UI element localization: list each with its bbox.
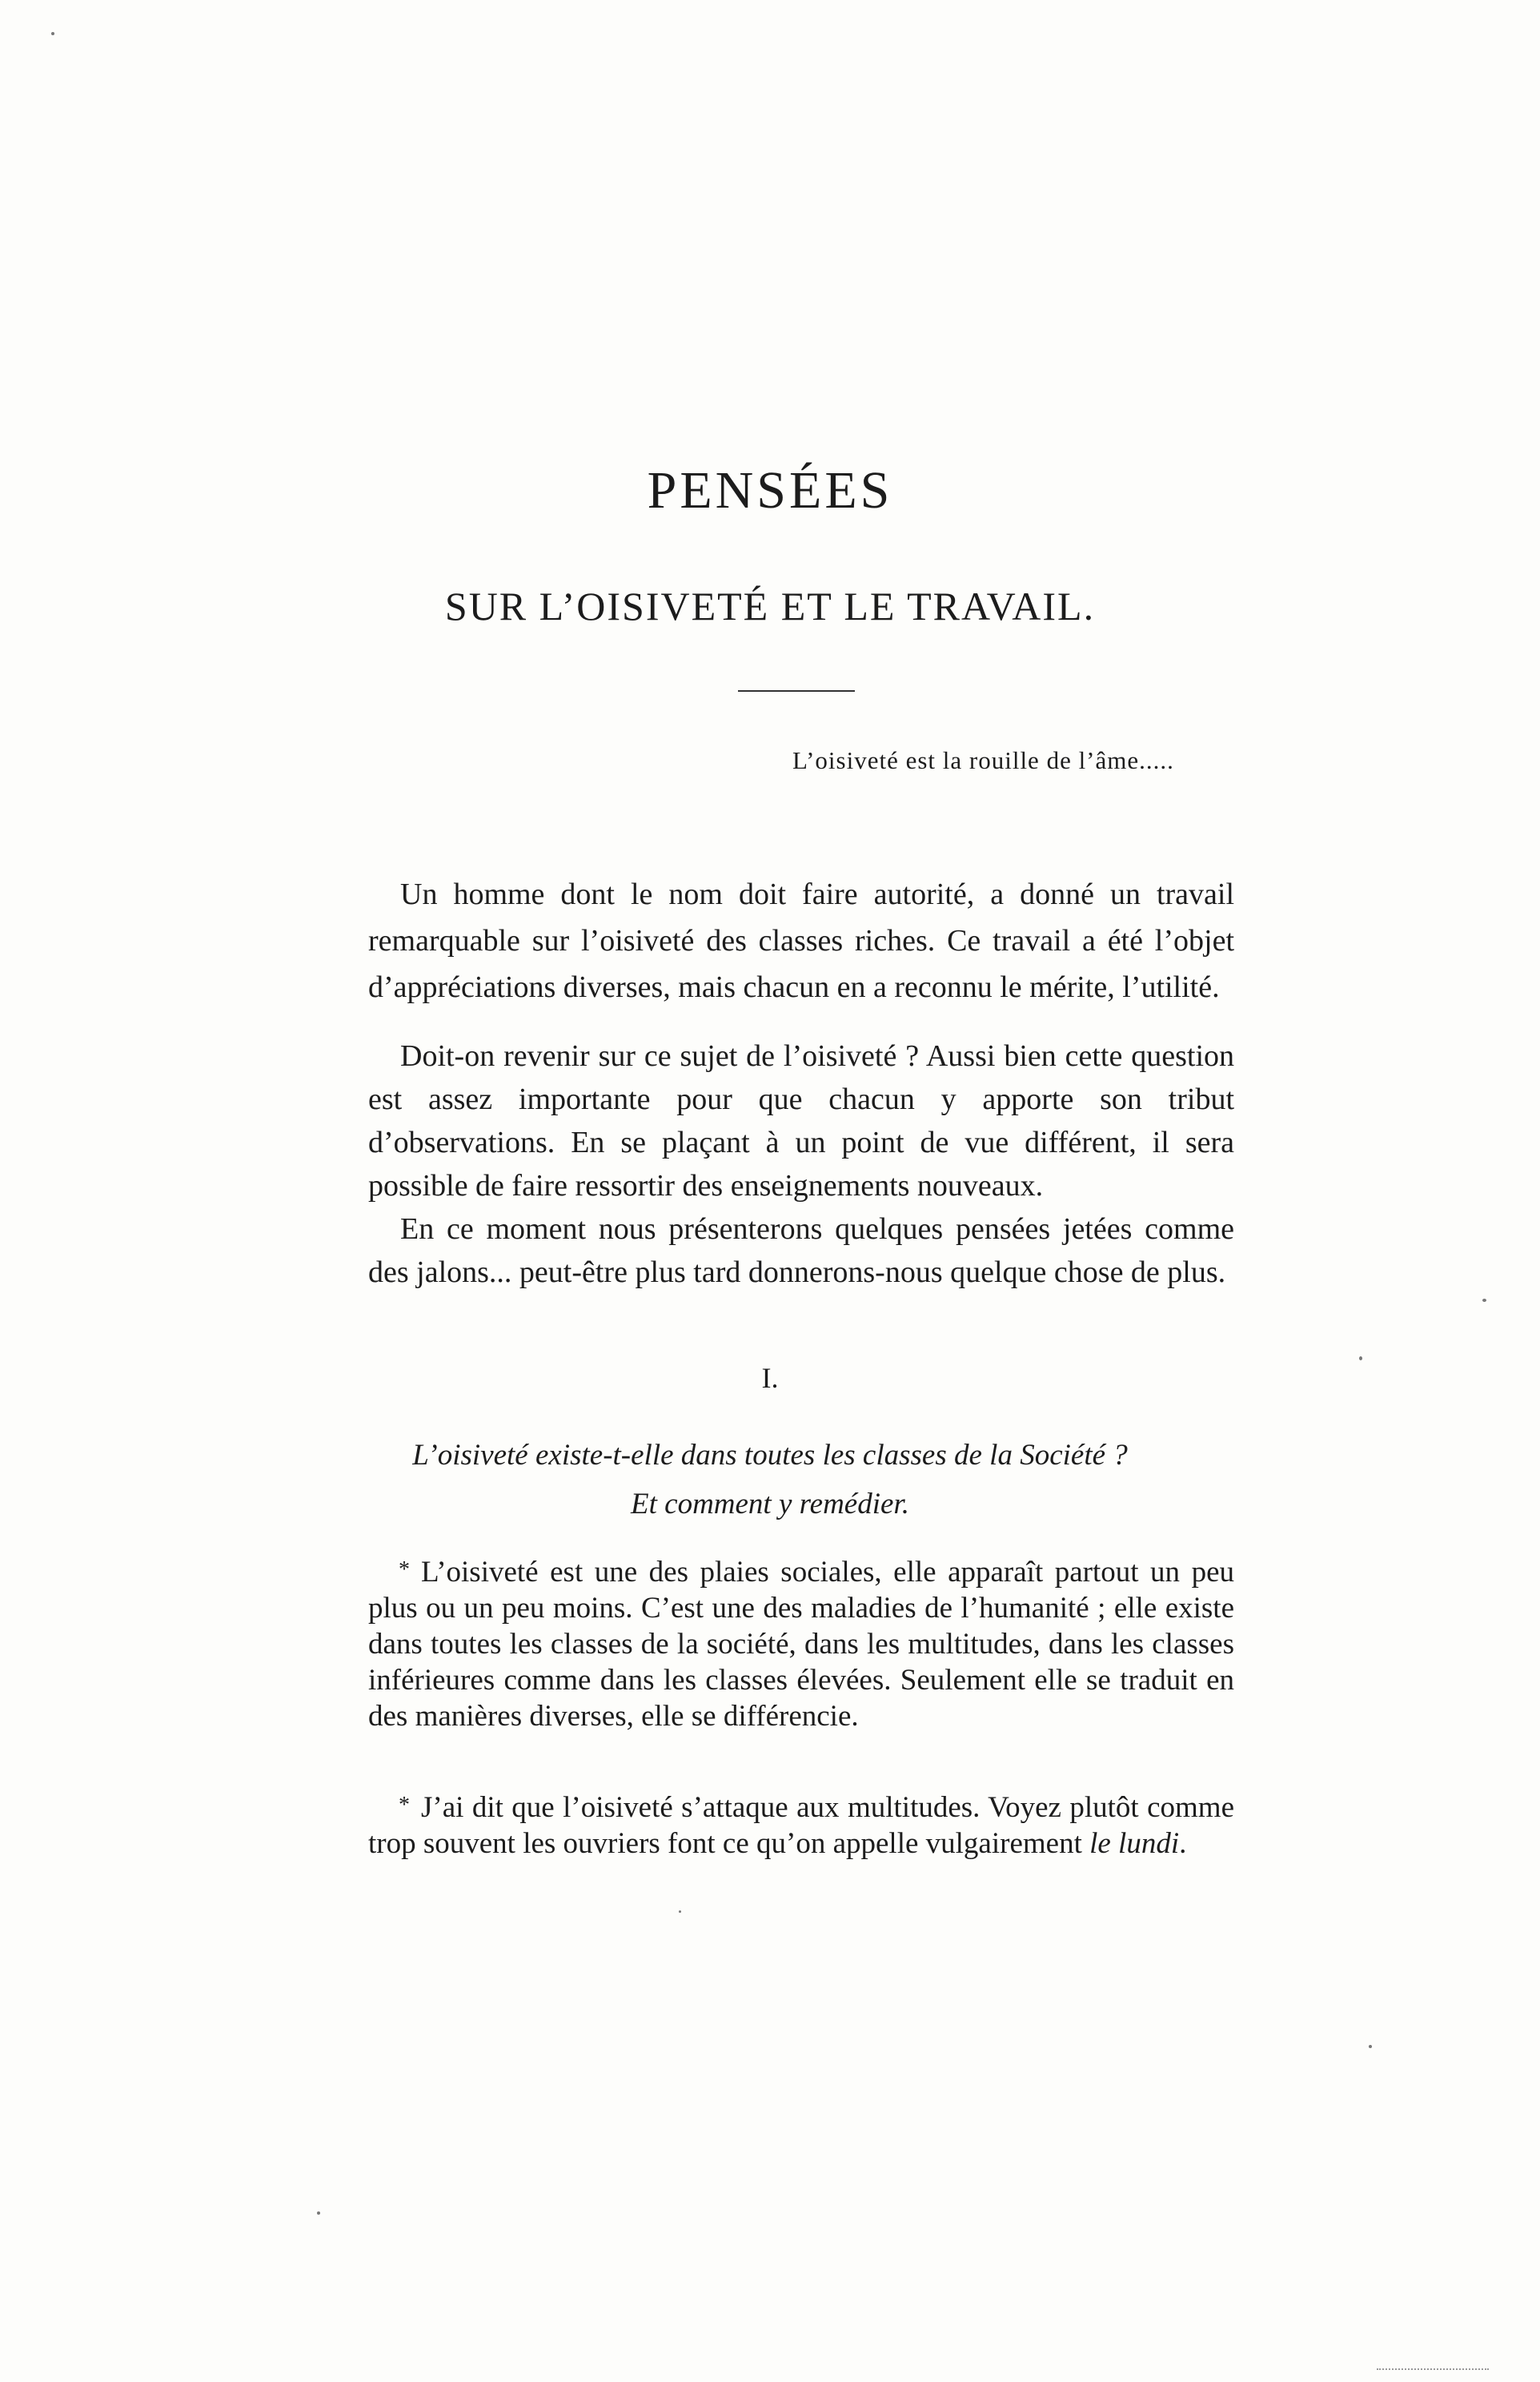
- scan-speck: [1359, 1356, 1362, 1360]
- page-title: PENSÉES: [647, 461, 893, 520]
- scan-edge-mark: [1377, 2368, 1489, 2370]
- section-question-continuation: Et comment y remédier.: [631, 1488, 909, 1520]
- note-2-marker: *: [399, 1793, 410, 1818]
- note-1: [368, 1552, 1234, 1734]
- note-2-text: J’ai dit que l’oisiveté s’attaque aux multitudes. Voyez plutôt comme trop souvent les ouvriers font ce qu’on appelle vulgairement: [368, 1791, 1234, 1860]
- scan-speck: [1482, 1299, 1486, 1302]
- note-1-marker: *: [399, 1557, 410, 1582]
- title-rule: [738, 690, 855, 692]
- paragraph-3: En ce moment nous présenterons quelques pensées jetées comme des jalons... peut-être plus tard donnerons-nous quelque chose de plus.: [368, 1212, 1234, 1289]
- scan-speck: [317, 2211, 320, 2215]
- section-number: I.: [761, 1362, 779, 1394]
- paragraph-2: Doit-on revenir sur ce sujet de l’oisiveté ? Aussi bien cette question est assez importante pour que chacun y apporte son tribut d’observations. En se plaçant à un point de vue différent, il sera possible de faire ressortir des enseignements nouveaux.: [368, 1039, 1234, 1203]
- page-subtitle: SUR L’OISIVETÉ ET LE TRAVAIL.: [444, 584, 1096, 629]
- scan-speck: [679, 1910, 681, 1913]
- paragraph-1: Un homme dont le nom doit faire autorité, a donné un travail remarquable sur l’oisiveté des classes riches. Ce travail a été l’objet d’appréciations diverses, mais chacun en a reconnu le mérite, l’utilité.: [368, 878, 1234, 1004]
- epigraph: L’oisiveté est la rouille de l’âme.....: [792, 746, 1174, 774]
- section-question: L’oisiveté existe-t-elle dans toutes les classes de la Société ?: [412, 1439, 1128, 1472]
- scan-speck: [1369, 2045, 1372, 2048]
- scan-speck: [51, 32, 54, 35]
- note-2-end: .: [1179, 1827, 1187, 1860]
- note-2-italic-term: le lundi: [1089, 1827, 1180, 1860]
- note-1-text: L’oisiveté est une des plaies sociales, elle apparaît partout un peu plus ou un peu moins. C’est une des maladies de l’humanité ; elle existe dans toutes les classes de la société, dans les multitudes, dans les classes inférieures comme dans les classes élevées. Seulement elle se traduit en des manières diverses, elle se différencie.: [368, 1556, 1234, 1733]
- note-2: [368, 1787, 1234, 1862]
